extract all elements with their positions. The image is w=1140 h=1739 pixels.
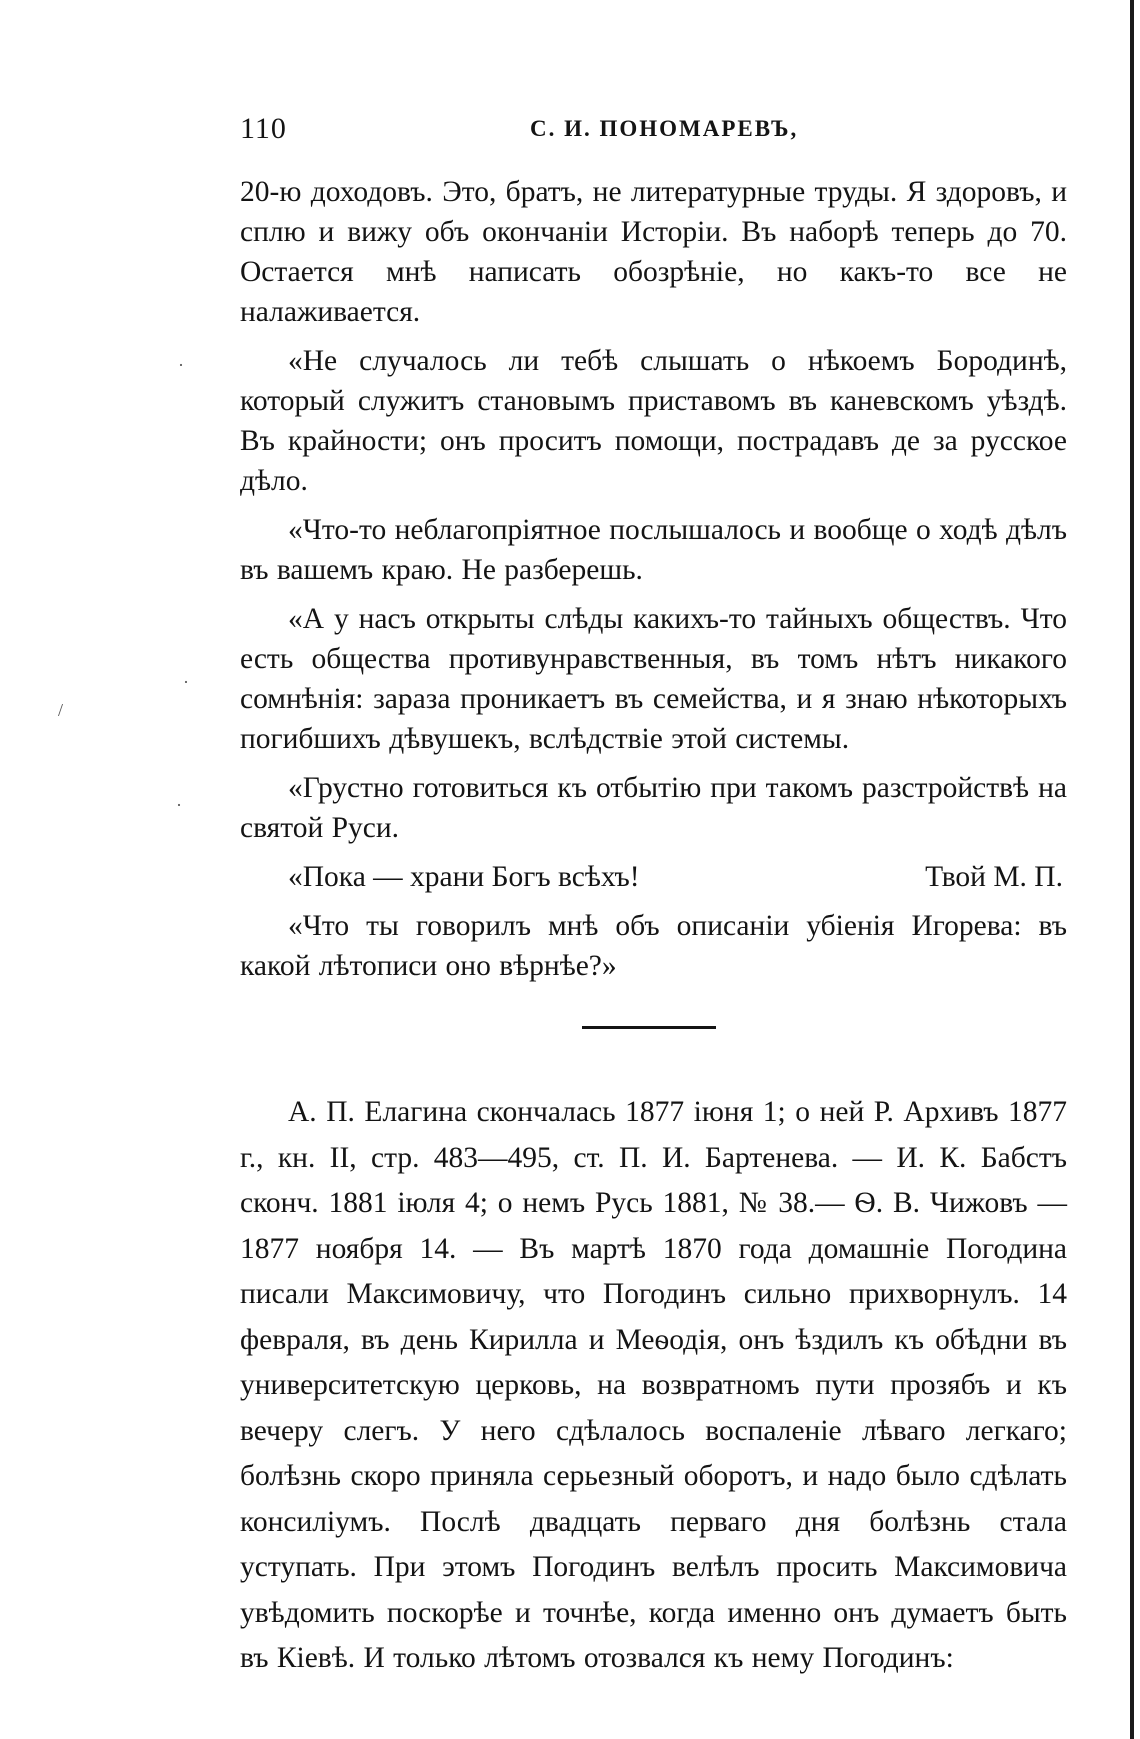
letter-paragraph: «Что-то неблагопріятное послышалось и вообще о ходѣ дѣлъ въ вашемъ краю. Не разберешь. [240,514,1068,586]
closing-text: «Пока — храни Богъ всѣхъ! [288,861,640,893]
commentary-paragraph: А. П. Елагина скончалась 1877 іюня 1; о ней Р. Архивъ 1877 г., кн. II, стр. 483—495, ст. П. И. Бартенева. — И. К. Бабстъ сконч. 1881 іюля 4; о немъ Русь 1881, № 38.— Ѳ. В. Чижовъ — 1877 ноября 14. — Въ мартѣ 1870 года домашніе Погодина писали Максимовичу, что Погодинъ сильно прихворнулъ. 14 февраля, въ день Кирилла и Меѳодія, онъ ѣздилъ къ обѣдни въ университетскую церковь, на возвратномъ пути прозябъ и къ вечеру слегъ. У него сдѣлалось воспаленіе лѣваго легкаго; болѣзнь скоро приняла серьезный оборотъ, и надо было сдѣлать консиліумъ. Послѣ двадцать перваго дня болѣзнь стала уступать. При этомъ Погодинъ велѣлъ просить Максимовича увѣдомить поскорѣе и точнѣе, когда именно онъ думаетъ быть въ Кіевѣ. И только лѣтомъ отозвался къ нему Погодинъ: [240,1096,1067,1674]
running-title: С. И. ПОНОМАРЕВЪ, [530,116,799,141]
running-head [240,112,1067,158]
signature: Твой М. П. [925,861,1063,893]
scan-speck: · [176,795,182,815]
page-edge-line [1130,0,1134,1739]
scan-speck: · [178,355,184,375]
closing-line [240,857,1067,897]
letter-paragraph: «А у насъ открыты слѣды какихъ-то тайныхъ обществъ. Что есть общества противунравственныя, въ томъ нѣтъ никакого сомнѣнія: зараза проникаетъ въ семейства, и я знаю нѣкоторыхъ погибшихъ дѣвушекъ, вслѣдствіе этой системы. [240,603,1067,755]
postscript: «Что ты говорилъ мнѣ объ описаніи убіенія Игорева: въ какой лѣтописи оно вѣрнѣе?» [240,910,1067,982]
scan-speck: · [183,672,189,692]
section-separator [582,1026,716,1029]
scan-speck: / [58,700,64,720]
letter-paragraph: «Не случалось ли тебѣ слышать о нѣкоемъ Бородинѣ, который служитъ становымъ приставомъ въ каневскомъ уѣздѣ. Въ крайности; онъ проситъ помощи, пострадавъ де за русское дѣло. [240,345,1067,497]
letter-paragraph: 20-ю доходовъ. Это, братъ, не литературные труды. Я здоровъ, и сплю и вижу объ окончаніи Исторіи. Въ наборѣ теперь до 70. Остается мнѣ написать обозрѣніе, но какъ-то все не налаживается. [240,176,1067,328]
page-number: 110 [240,112,287,145]
book-page [240,112,1067,1682]
letter-paragraph: «Грустно готовиться къ отбытію при такомъ разстройствѣ на святой Руси. [240,772,1067,844]
commentary-section [240,1090,1067,1682]
